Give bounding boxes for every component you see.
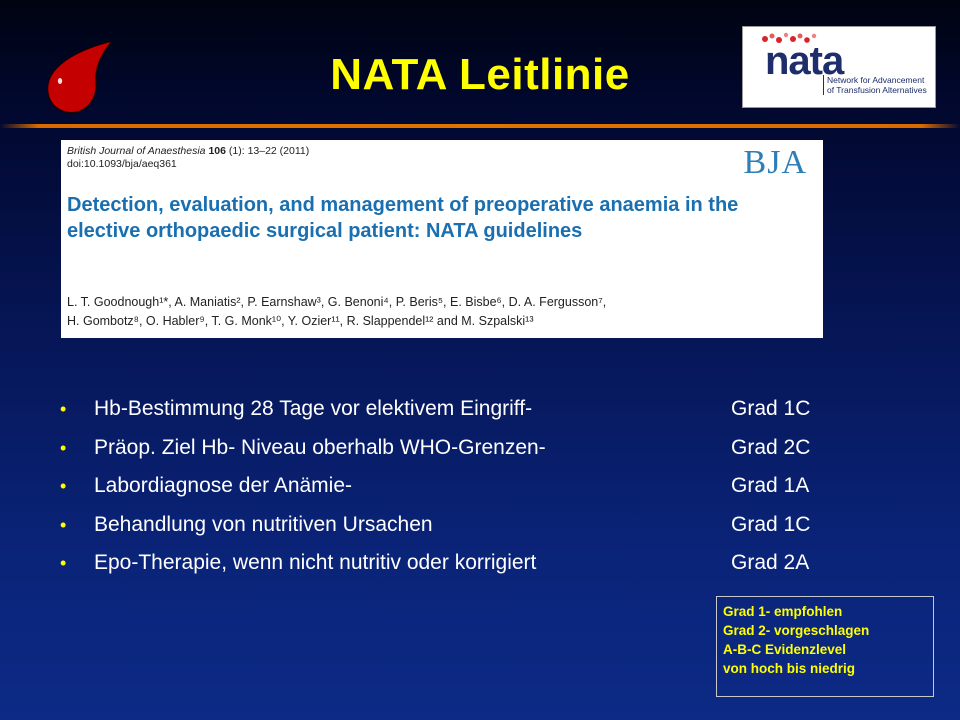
journal-volume: 106 — [208, 145, 226, 157]
legend-line: Grad 2- vorgeschlagen — [723, 623, 870, 638]
recommendation-text: Hb-Bestimmung 28 Tage vor elektivem Eingriff- — [94, 397, 533, 420]
legend-line: von hoch bis niedrig — [723, 661, 856, 676]
paper-excerpt — [61, 140, 823, 338]
legend-line: Grad 1- empfohlen — [723, 604, 843, 619]
list-item — [60, 433, 860, 472]
authors-line-1: L. T. Goodnough¹*, A. Maniatis², P. Earnshaw³, G. Benoni⁴, P. Beris⁵, E. Bisbe⁶, D. A. Fergusson⁷, — [67, 295, 607, 309]
journal-issue: (1): 13–22 (2011) — [225, 145, 310, 157]
list-item — [60, 510, 860, 549]
nata-logo — [742, 26, 936, 108]
list-item — [60, 471, 860, 510]
list-item — [60, 394, 860, 433]
recommendation-text: Labordiagnose der Anämie- — [94, 474, 353, 497]
paper-authors — [67, 293, 817, 331]
recommendation-grade: Grad 1C — [731, 397, 811, 420]
recommendation-text: Behandlung von nutritiven Ursachen — [94, 512, 433, 536]
logo-tagline — [823, 75, 927, 95]
recommendation-grade: Grad 2C — [731, 435, 811, 459]
title-divider — [0, 124, 960, 128]
bja-mark: BJA — [743, 144, 807, 181]
legend-line: A-B-C Evidenzlevel — [723, 642, 847, 657]
journal-name: British Journal of Anaesthesia — [67, 145, 206, 157]
journal-line — [67, 145, 309, 158]
paper-title: Detection, evaluation, and management of preoperative anaemia in the elective orthopaedic surgical patient: NATA guidelines — [67, 194, 739, 242]
recommendation-text: Epo-Therapie, wenn nicht nutritiv oder korrigiert — [94, 551, 537, 574]
logo-wordmark: nata — [765, 39, 844, 83]
bullet-point: • — [60, 437, 67, 458]
slide-title: NATA Leitlinie — [330, 50, 630, 99]
recommendation-grade: Grad 2A — [731, 551, 810, 574]
bullet-point: • — [60, 476, 67, 496]
bullet-point: • — [60, 553, 67, 573]
journal-doi: doi:10.1093/bja/aeq361 — [67, 158, 177, 170]
recommendation-text: Präop. Ziel Hb- Niveau oberhalb WHO-Grenzen- — [94, 435, 546, 459]
logo-tagline-1: Network for Advancement — [827, 75, 925, 85]
logo-tagline-2: of Transfusion Alternatives — [827, 85, 927, 95]
journal-citation — [67, 145, 309, 171]
bullet-point: • — [60, 399, 67, 419]
authors-line-2: H. Gombotz⁸, O. Habler⁹, T. G. Monk¹⁰, Y. Ozier¹¹, R. Slappendel¹² and M. Szpalski¹³ — [67, 314, 534, 328]
recommendation-grade: Grad 1A — [731, 474, 810, 497]
list-item — [60, 548, 860, 587]
grade-legend — [716, 596, 934, 697]
recommendation-grade: Grad 1C — [731, 512, 811, 536]
bullet-point: • — [60, 514, 67, 535]
recommendation-list — [60, 394, 860, 587]
